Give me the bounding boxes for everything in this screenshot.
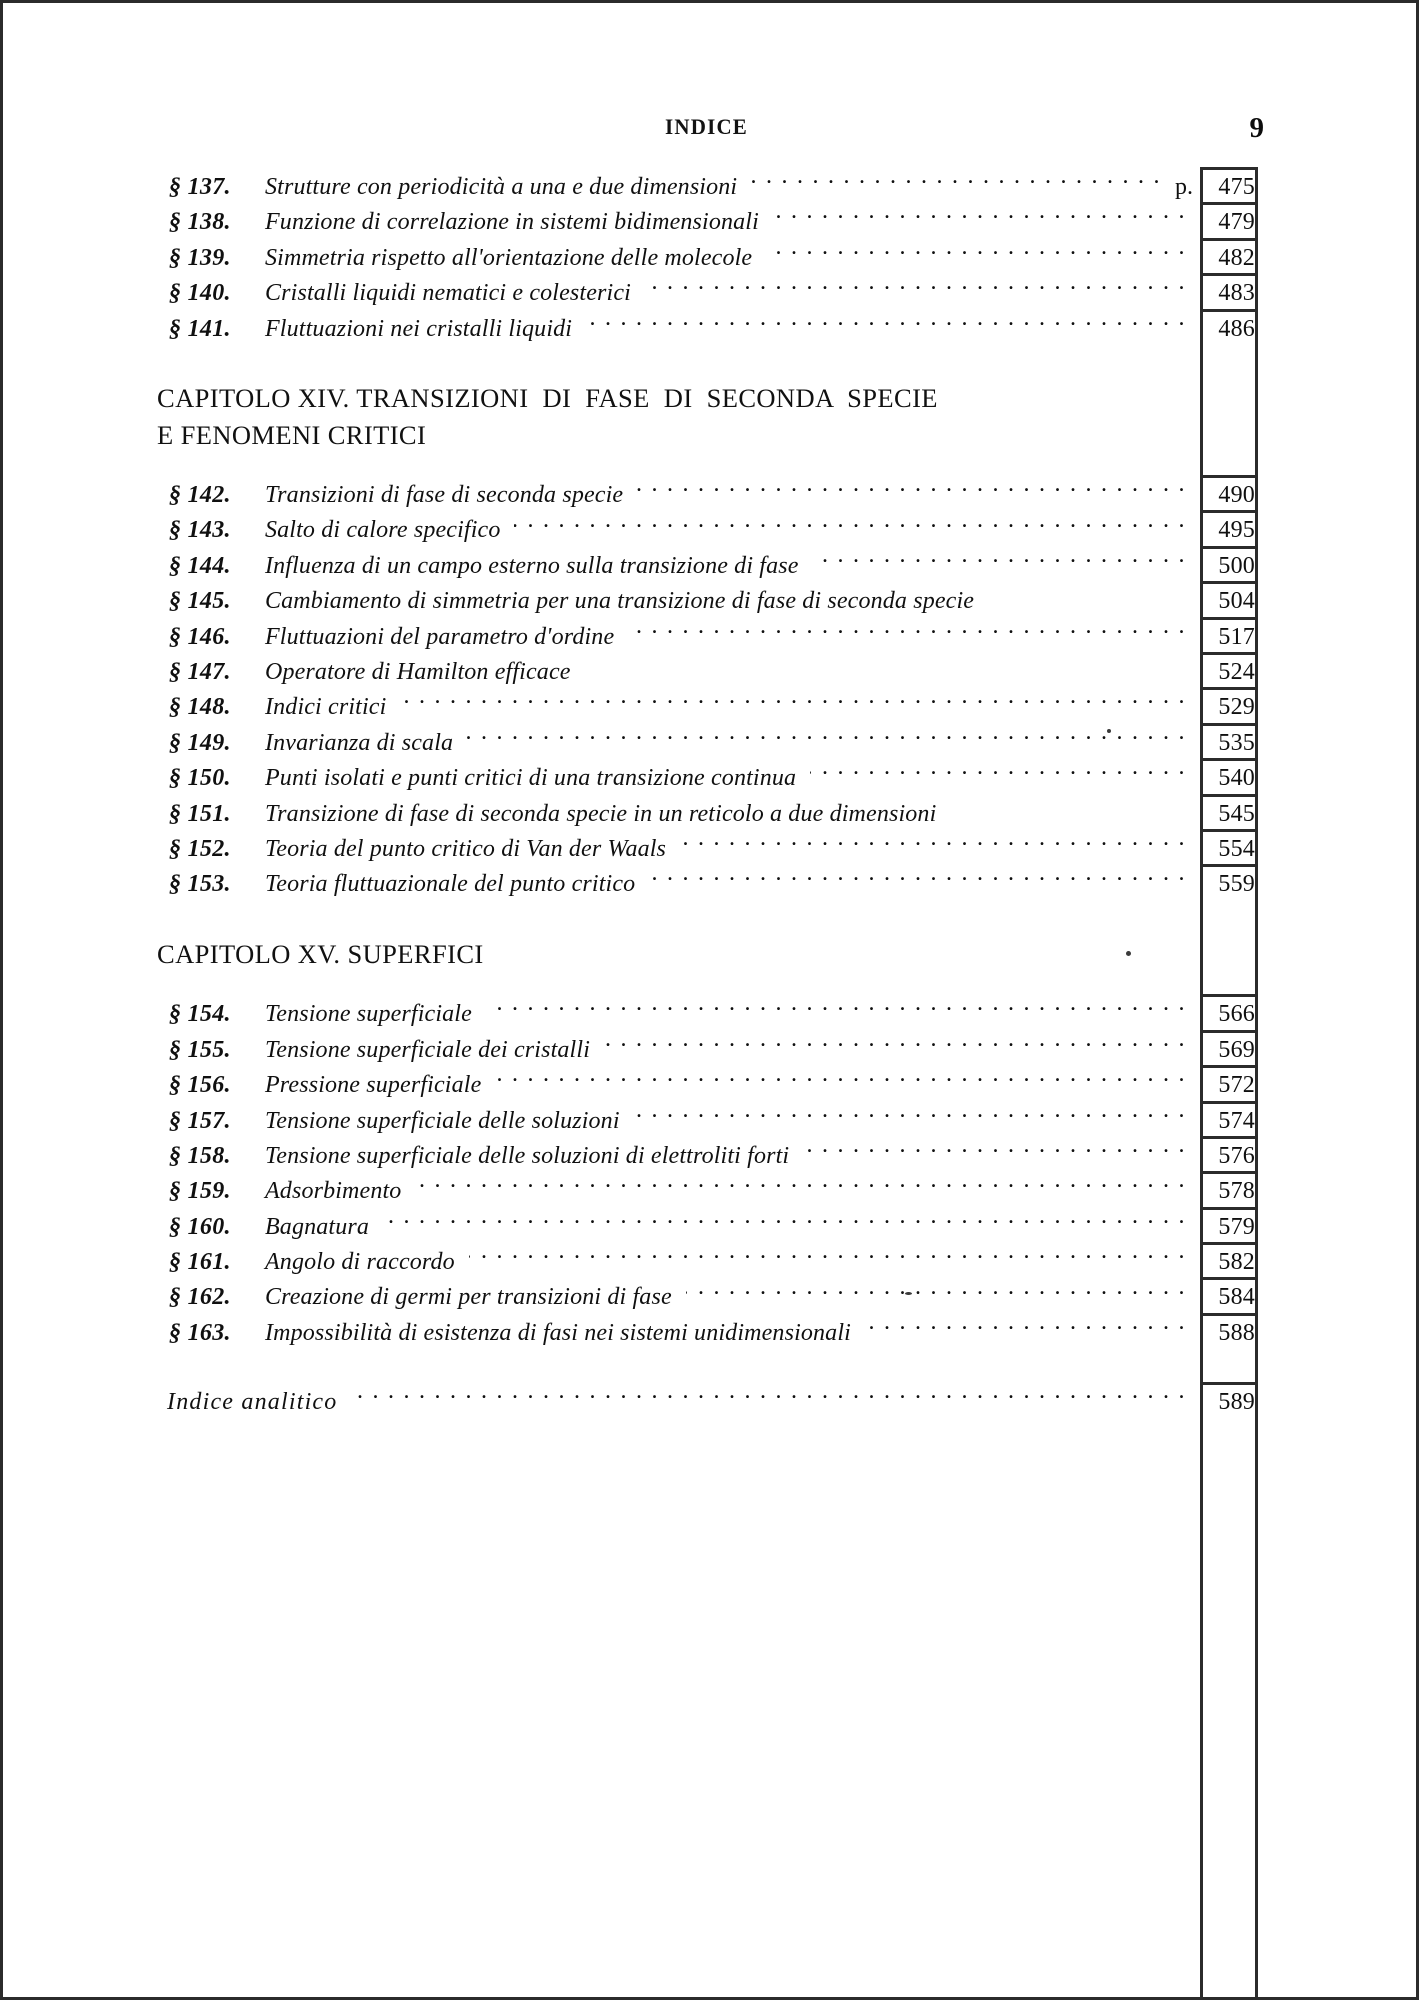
spacer: [155, 900, 1258, 936]
toc-entry-page: 589: [1200, 1382, 1258, 2000]
toc-entry-group: [155, 994, 1258, 1348]
toc-entry-page: 578: [1200, 1171, 1258, 2000]
toc-entry-title: Tensione superficiale delle soluzioni: [265, 1107, 620, 1134]
scan-speck: [1107, 729, 1111, 733]
toc-entry-title: Pressione superficiale: [265, 1072, 482, 1099]
toc-entry-title: Influenza di un campo esterno sulla transizione di fase: [265, 552, 799, 579]
dot-leader: [352, 1385, 1195, 1409]
toc-entry-title: Angolo di raccordo: [265, 1249, 455, 1276]
page-content: [3, 3, 1416, 1997]
dot-leader: [469, 1245, 1194, 1269]
dot-leader: [604, 1033, 1194, 1057]
toc-entry-title: Indici critici: [265, 694, 387, 721]
toc-entry[interactable]: [155, 1277, 1258, 1312]
toc-entry[interactable]: [155, 1030, 1258, 1065]
toc-entry-title: Punti isolati e punti critici di una transizione continua: [265, 765, 797, 792]
toc-entry[interactable]: [155, 510, 1258, 545]
dot-leader: [686, 1280, 1194, 1304]
toc-entry[interactable]: [155, 1207, 1258, 1242]
toc-entry-page: 540: [1200, 758, 1258, 2000]
page-prefix: p.: [1175, 174, 1193, 200]
toc-entry-page: 517: [1200, 617, 1258, 2000]
toc-entry[interactable]: [155, 238, 1258, 273]
toc-entry-title: Cambiamento di simmetria per una transizione di fase di seconda specie: [265, 588, 975, 615]
running-head: [155, 112, 1264, 167]
toc-entry[interactable]: [155, 723, 1258, 758]
toc-entry-title: Teoria del punto critico di Van der Waals: [265, 835, 667, 862]
toc-entry-number: § 147.: [169, 659, 231, 686]
toc-entry[interactable]: [155, 687, 1258, 722]
toc-entry-title: Tensione superficiale: [265, 1001, 472, 1028]
toc-entry-page: 572: [1200, 1065, 1258, 2000]
toc-entry-group: [155, 1382, 1258, 1417]
toc-entry-page: 579: [1200, 1207, 1258, 2000]
toc-entry[interactable]: [155, 617, 1258, 652]
dot-leader: [751, 170, 1169, 194]
toc-entry-title: Tensione superficiale delle soluzioni di elettroliti forti: [265, 1142, 790, 1169]
dot-leader: [467, 726, 1194, 750]
chapter-heading: [155, 936, 1258, 973]
dot-leader: [400, 690, 1194, 714]
dot-leader: [645, 276, 1194, 300]
toc-entry-page: 588: [1200, 1313, 1258, 2000]
toc-entry-page: 524: [1200, 652, 1258, 2000]
dot-leader: [803, 1139, 1194, 1163]
toc-entry-page: 554: [1200, 829, 1258, 2000]
toc-entry-title: Transizione di fase di seconda specie in un reticolo a due dimensioni: [265, 800, 937, 827]
toc-entry-title: Funzione di correlazione in sistemi bidimensionali: [265, 209, 759, 236]
toc-entry[interactable]: [155, 994, 1258, 1029]
dot-leader: [813, 549, 1194, 573]
dot-leader: [950, 797, 1194, 821]
dot-leader: [773, 205, 1194, 229]
toc-entry-title: Tensione superficiale dei cristalli: [265, 1036, 591, 1063]
spacer: [155, 972, 1258, 994]
toc-entry-title: Impossibilità di esistenza di fasi nei sistemi unidimensionali: [265, 1319, 851, 1346]
toc-entry-title: Fluttuazioni del parametro d'ordine: [265, 623, 615, 650]
toc-entry-page: 559: [1200, 864, 1258, 2000]
toc-entry-number: § 161.: [169, 1249, 231, 1276]
toc-entry-number: § 158.: [169, 1142, 231, 1169]
toc-entry[interactable]: [155, 652, 1258, 687]
toc-entry-number: § 149.: [169, 729, 231, 756]
toc-entry-number: § 145.: [169, 588, 231, 615]
toc-entry[interactable]: [155, 1101, 1258, 1136]
toc-entry[interactable]: [155, 794, 1258, 829]
dot-leader: [495, 1068, 1194, 1092]
dot-leader: [586, 312, 1194, 336]
running-title: INDICE: [664, 114, 749, 140]
toc-entry-page: 475: [1200, 167, 1258, 2000]
dot-leader: [637, 478, 1194, 502]
toc-entry-page: 574: [1200, 1101, 1258, 2000]
toc-entry-number: § 150.: [169, 765, 231, 792]
toc-entry-title: Adsorbimento: [265, 1178, 402, 1205]
toc-entry-title: Operatore di Hamilton efficace: [265, 659, 571, 686]
toc-entry-title: Bagnatura: [265, 1213, 370, 1240]
toc-entry-number: § 157.: [169, 1107, 231, 1134]
toc-entry-number: § 146.: [169, 623, 231, 650]
toc-entry-title: Creazione di germi per transizioni di fase: [265, 1284, 672, 1311]
chapter-heading: [155, 380, 1258, 453]
spacer: [155, 344, 1258, 380]
toc-entry-title: Strutture con periodicità a una e due dimensioni: [265, 174, 738, 200]
toc-entry-page: 566: [1200, 994, 1258, 2000]
toc-entry-title: Salto di calore specifico: [265, 517, 501, 544]
toc-entry-title: Invarianza di scala: [265, 729, 454, 756]
toc-entry-number: § 137.: [169, 174, 231, 200]
toc-entry-number: § 144.: [169, 552, 231, 579]
toc-entry-number: § 154.: [169, 1001, 231, 1028]
chapter-heading-line: CAPITOLO XV. SUPERFICI: [157, 938, 484, 969]
spacer: [155, 1348, 1258, 1382]
toc-entry-group: [155, 167, 1258, 344]
toc-entry[interactable]: [155, 1065, 1258, 1100]
scan-speck: [1126, 951, 1131, 956]
toc-entry-page: 504: [1200, 581, 1258, 2000]
toc-entry-number: § 163.: [169, 1319, 231, 1346]
toc-entry[interactable]: [155, 864, 1258, 899]
toc-entry[interactable]: [155, 1136, 1258, 1171]
toc-entry-number: § 142.: [169, 482, 231, 509]
dot-leader: [988, 584, 1194, 608]
toc-entry[interactable]: [155, 1242, 1258, 1277]
toc-entry-number: § 140.: [169, 280, 231, 307]
toc-entry[interactable]: [155, 202, 1258, 237]
toc-entry-number: § 139.: [169, 244, 231, 271]
toc-entry-page: 490: [1200, 475, 1258, 2000]
toc-entry-page: 479: [1200, 202, 1258, 2000]
toc-entry-group: [155, 475, 1258, 900]
toc-entry[interactable]: [155, 167, 1258, 202]
toc-entry[interactable]: [155, 1313, 1258, 1348]
toc-entry[interactable]: [155, 581, 1258, 616]
table-of-contents: [155, 167, 1258, 1418]
toc-entry-page: 483: [1200, 273, 1258, 2000]
toc-entry-page: 500: [1200, 546, 1258, 2000]
dot-leader: [766, 241, 1194, 265]
dot-leader: [649, 867, 1194, 891]
toc-entry[interactable]: [155, 309, 1258, 344]
dot-leader: [634, 1104, 1194, 1128]
toc-entry-number: § 162.: [169, 1284, 231, 1311]
toc-entry-number: § 151.: [169, 800, 231, 827]
toc-entry-number: § 159.: [169, 1178, 231, 1205]
toc-entry[interactable]: [155, 1171, 1258, 1206]
toc-entry[interactable]: [155, 1382, 1258, 1417]
toc-entry-title: Simmetria rispetto all'orientazione delle molecole: [265, 244, 753, 271]
toc-entry-title: Cristalli liquidi nematici e colesterici: [265, 280, 631, 307]
dot-leader: [865, 1316, 1194, 1340]
toc-entry-title: Fluttuazioni nei cristalli liquidi: [265, 315, 573, 342]
toc-entry[interactable]: [155, 758, 1258, 793]
toc-entry-page: 482: [1200, 238, 1258, 2000]
toc-entry-title: Indice analitico: [167, 1389, 338, 1416]
toc-entry-page: 486: [1200, 309, 1258, 2000]
toc-entry-page: 529: [1200, 687, 1258, 2000]
dot-leader: [628, 620, 1194, 644]
toc-entry[interactable]: [155, 829, 1258, 864]
toc-entry-number: § 152.: [169, 835, 231, 862]
toc-entry-number: § 138.: [169, 209, 231, 236]
dot-leader: [486, 997, 1194, 1021]
spacer: [155, 453, 1258, 475]
toc-entry[interactable]: [155, 475, 1258, 510]
toc-entry-page: 569: [1200, 1030, 1258, 2000]
toc-entry-number: § 141.: [169, 315, 231, 342]
dot-leader: [383, 1210, 1194, 1234]
chapter-heading-line: E FENOMENI CRITICI: [157, 419, 427, 450]
toc-entry-title: Transizioni di fase di seconda specie: [265, 482, 624, 509]
toc-entry-number: § 143.: [169, 517, 231, 544]
toc-entry-page: 535: [1200, 723, 1258, 2000]
toc-entry-page: 576: [1200, 1136, 1258, 2000]
toc-entry-number: § 153.: [169, 871, 231, 898]
toc-entry-number: § 156.: [169, 1072, 231, 1099]
toc-entry-number: § 148.: [169, 694, 231, 721]
toc-entry-page: 545: [1200, 794, 1258, 2000]
toc-entry[interactable]: [155, 273, 1258, 308]
toc-entry-title: Teoria fluttuazionale del punto critico: [265, 871, 636, 898]
scan-speck: [905, 1292, 912, 1295]
toc-entry-page: 582: [1200, 1242, 1258, 2000]
toc-entry-page: 495: [1200, 510, 1258, 2000]
chapter-heading-line: CAPITOLO XIV. TRANSIZIONI DI FASE DI SECONDA SPECIE: [157, 382, 938, 413]
toc-entry-page: 584: [1200, 1277, 1258, 2000]
page-number-folio: 9: [1249, 112, 1264, 144]
dot-leader: [810, 761, 1194, 785]
toc-entry[interactable]: [155, 546, 1258, 581]
dot-leader: [415, 1174, 1194, 1198]
dot-leader: [585, 655, 1194, 679]
dot-leader: [680, 832, 1194, 856]
toc-entry-number: § 160.: [169, 1213, 231, 1240]
toc-entry-number: § 155.: [169, 1036, 231, 1063]
dot-leader: [514, 513, 1194, 537]
